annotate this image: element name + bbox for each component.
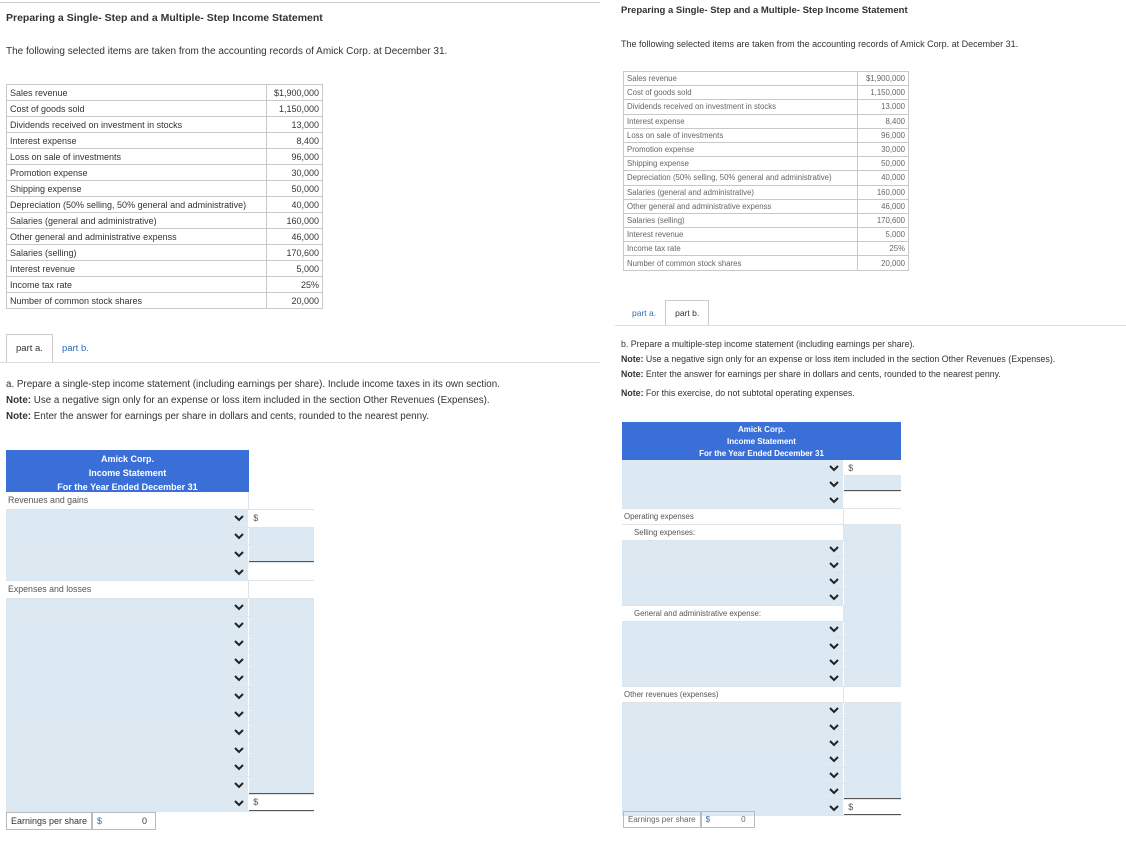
tab-divider-b xyxy=(615,325,1126,326)
item-value: 50,000 xyxy=(267,181,323,197)
item-label: Other general and administrative expenss xyxy=(624,199,858,213)
amount-input[interactable] xyxy=(844,703,901,718)
account-dropdown[interactable] xyxy=(622,735,844,750)
item-value: 96,000 xyxy=(267,149,323,165)
statement-line xyxy=(6,688,314,706)
amount-input[interactable] xyxy=(844,735,901,750)
statement-line xyxy=(622,703,901,719)
chevron-down-icon xyxy=(234,692,244,700)
amount-input[interactable] xyxy=(844,784,901,799)
note-1 xyxy=(6,393,500,409)
tab-part-b[interactable]: part b. xyxy=(53,334,98,362)
item-label: Sales revenue xyxy=(624,72,858,86)
account-dropdown[interactable] xyxy=(622,638,844,653)
statement-line xyxy=(6,617,314,635)
eps-value: 0 xyxy=(142,816,148,826)
statement-line xyxy=(622,622,901,638)
chevron-down-icon xyxy=(829,464,839,472)
item-value: 25% xyxy=(858,242,909,256)
currency-symbol: $ xyxy=(848,802,854,813)
amount-input[interactable] xyxy=(249,688,314,705)
account-dropdown[interactable] xyxy=(6,688,249,705)
amount-input[interactable] xyxy=(844,460,901,475)
note-2-text: Enter the answer for earnings per share in dollars and cents, rounded to the nearest penny. xyxy=(31,411,429,422)
table-row xyxy=(7,197,323,213)
eps-currency-b: $ xyxy=(705,815,711,824)
item-value: 1,150,000 xyxy=(267,101,323,117)
item-value: 1,150,000 xyxy=(858,86,909,100)
table-row xyxy=(7,85,323,101)
statement-line xyxy=(6,670,314,688)
amount-input[interactable] xyxy=(844,541,901,556)
note-1-b-label: Note: xyxy=(621,354,644,364)
chevron-down-icon xyxy=(829,804,839,812)
chevron-down-icon xyxy=(234,603,244,611)
account-dropdown[interactable] xyxy=(622,784,844,799)
eps-label-b: Earnings per share xyxy=(623,811,701,828)
selling-expenses-label: Selling expenses: xyxy=(622,525,844,540)
amount-cell xyxy=(249,492,314,509)
amount-input[interactable] xyxy=(249,670,314,687)
instruction-main: a. Prepare a single-step income statement (including earnings per share). Include income taxes in its own section. xyxy=(6,379,500,390)
statement-line xyxy=(6,706,314,724)
chevron-down-icon xyxy=(829,787,839,795)
statement-line xyxy=(622,557,901,573)
tab-part-a[interactable]: part a. xyxy=(6,334,53,362)
single-step-statement xyxy=(6,450,314,812)
account-dropdown[interactable] xyxy=(622,703,844,718)
chevron-down-icon xyxy=(234,781,244,789)
amount-input[interactable] xyxy=(249,723,314,740)
account-dropdown[interactable] xyxy=(622,622,844,637)
chevron-down-icon xyxy=(829,771,839,779)
amount-input[interactable] xyxy=(844,622,901,637)
section-row xyxy=(622,509,901,525)
item-label: Promotion expense xyxy=(624,142,858,156)
note-2 xyxy=(6,409,500,425)
item-value: $1,900,000 xyxy=(858,72,909,86)
statement-name-b: Income Statement xyxy=(727,437,796,446)
part-tabs xyxy=(6,334,98,362)
account-dropdown[interactable] xyxy=(6,741,249,758)
table-row xyxy=(7,181,323,197)
chevron-down-icon xyxy=(829,706,839,714)
amount-input[interactable] xyxy=(844,719,901,734)
item-value: 30,000 xyxy=(267,165,323,181)
account-dropdown[interactable] xyxy=(622,476,844,491)
item-label: Salaries (general and administrative) xyxy=(7,213,267,229)
table-row xyxy=(7,213,323,229)
page-title-b: Preparing a Single- Step and a Multiple- Step Income Statement xyxy=(621,5,908,16)
statement-header xyxy=(6,450,249,492)
chevron-down-icon xyxy=(234,728,244,736)
table-row xyxy=(624,100,909,114)
chevron-down-icon xyxy=(829,496,839,504)
item-label: Loss on sale of investments xyxy=(7,149,267,165)
table-row xyxy=(7,165,323,181)
chevron-down-icon xyxy=(234,674,244,682)
instructions-a xyxy=(6,377,500,425)
amount-input[interactable] xyxy=(844,590,901,605)
chevron-down-icon xyxy=(234,657,244,665)
note-2-label: Note: xyxy=(6,411,32,422)
statement-line xyxy=(6,652,314,670)
statement-line xyxy=(622,670,901,686)
item-value: 46,000 xyxy=(267,229,323,245)
account-dropdown[interactable] xyxy=(6,670,249,687)
item-value: 50,000 xyxy=(858,157,909,171)
item-value: 13,000 xyxy=(267,117,323,133)
page-title: Preparing a Single- Step and a Multiple- Step Income Statement xyxy=(6,12,323,24)
account-dropdown[interactable] xyxy=(622,460,844,475)
item-label: Interest revenue xyxy=(7,261,267,277)
item-label: Interest revenue xyxy=(624,228,858,242)
tab-part-b-b[interactable]: part b. xyxy=(665,300,709,325)
item-label: Shipping expense xyxy=(7,181,267,197)
currency-symbol: $ xyxy=(848,462,854,473)
table-row xyxy=(624,128,909,142)
item-value: 20,000 xyxy=(267,293,323,309)
account-dropdown[interactable] xyxy=(622,670,844,685)
other-revenues-label: Other revenues (expenses) xyxy=(622,687,844,702)
account-dropdown[interactable] xyxy=(622,654,844,669)
amount-input[interactable] xyxy=(249,545,314,562)
table-row xyxy=(7,245,323,261)
item-value: 170,600 xyxy=(267,245,323,261)
amount-input[interactable] xyxy=(844,654,901,669)
amount-input[interactable] xyxy=(249,617,314,634)
statement-line xyxy=(622,751,901,767)
amount-input[interactable] xyxy=(249,599,314,616)
note-2-b-text: Enter the answer for earnings per share in dollars and cents, rounded to the nearest penny. xyxy=(643,369,1001,379)
tab-part-a-b[interactable]: part a. xyxy=(623,300,665,325)
amount-input[interactable] xyxy=(249,563,314,580)
item-value: 170,600 xyxy=(858,213,909,227)
chevron-down-icon xyxy=(234,568,244,576)
item-label: Salaries (selling) xyxy=(7,245,267,261)
statement-line xyxy=(6,634,314,652)
note-3-b xyxy=(621,386,1055,401)
revenues-label: Revenues and gains xyxy=(6,492,249,509)
statement-line xyxy=(6,528,314,546)
note-2-b-label: Note: xyxy=(621,369,644,379)
currency-symbol: $ xyxy=(253,513,259,524)
items-table xyxy=(6,84,323,309)
item-value: 5,000 xyxy=(267,261,323,277)
section-row xyxy=(6,581,314,599)
item-label: Loss on sale of investments xyxy=(624,128,858,142)
section-row xyxy=(622,687,901,703)
amount-cell xyxy=(844,687,901,702)
account-dropdown[interactable] xyxy=(6,617,249,634)
instruction-main-b: b. Prepare a multiple-step income statement (including earnings per share). xyxy=(621,339,915,349)
amount-input[interactable] xyxy=(844,751,901,766)
chevron-down-icon xyxy=(234,532,244,540)
account-dropdown[interactable] xyxy=(6,706,249,723)
note-1-b-text: Use a negative sign only for an expense or loss item included in the section Other Revenues (Expenses). xyxy=(643,354,1056,364)
chevron-down-icon xyxy=(829,561,839,569)
eps-input-b[interactable] xyxy=(701,811,755,828)
statement-line xyxy=(6,510,314,528)
statement-period: For the Year Ended December 31 xyxy=(57,482,198,492)
company-name-b: Amick Corp. xyxy=(737,425,786,434)
note-2-b xyxy=(621,367,1055,382)
account-dropdown[interactable] xyxy=(6,759,249,776)
item-label: Income tax rate xyxy=(624,242,858,256)
statement-line xyxy=(622,719,901,735)
statement-line xyxy=(6,599,314,617)
account-dropdown[interactable] xyxy=(6,795,249,812)
chevron-down-icon xyxy=(234,639,244,647)
statement-line xyxy=(6,723,314,741)
chevron-down-icon xyxy=(234,799,244,807)
statement-line xyxy=(622,492,901,508)
chevron-down-icon xyxy=(829,658,839,666)
item-label: Interest expense xyxy=(624,114,858,128)
chevron-down-icon xyxy=(234,514,244,522)
section-row xyxy=(622,606,901,622)
account-dropdown[interactable] xyxy=(6,528,249,545)
table-row xyxy=(624,256,909,270)
item-value: 160,000 xyxy=(858,185,909,199)
table-row xyxy=(624,72,909,86)
item-value: 8,400 xyxy=(858,114,909,128)
item-value: 5,000 xyxy=(858,228,909,242)
chevron-down-icon xyxy=(234,621,244,629)
account-dropdown[interactable] xyxy=(6,510,249,527)
chevron-down-icon xyxy=(829,674,839,682)
eps-input[interactable] xyxy=(92,812,156,830)
account-dropdown[interactable] xyxy=(622,719,844,734)
account-dropdown[interactable] xyxy=(622,768,844,783)
company-name: Amick Corp. xyxy=(100,454,154,464)
statement-period-b: For the Year Ended December 31 xyxy=(699,449,824,458)
chevron-down-icon xyxy=(829,480,839,488)
statement-line xyxy=(622,460,901,476)
statement-name: Income Statement xyxy=(88,468,167,478)
right-panel xyxy=(615,0,1126,843)
table-row xyxy=(624,228,909,242)
item-value: 160,000 xyxy=(267,213,323,229)
amount-input[interactable] xyxy=(844,492,901,507)
item-value: 40,000 xyxy=(858,171,909,185)
item-label: Interest expense xyxy=(7,133,267,149)
account-dropdown[interactable] xyxy=(622,751,844,766)
item-label: Sales revenue xyxy=(7,85,267,101)
part-tabs-b xyxy=(623,300,709,325)
statement-line xyxy=(6,741,314,759)
table-row xyxy=(7,261,323,277)
amount-cell xyxy=(844,606,901,621)
multi-step-statement xyxy=(622,422,901,816)
amount-input[interactable] xyxy=(249,634,314,651)
chevron-down-icon xyxy=(829,739,839,747)
table-row xyxy=(624,242,909,256)
chevron-down-icon xyxy=(234,763,244,771)
intro-text: The following selected items are taken from the accounting records of Amick Corp. at December 31. xyxy=(6,46,448,57)
chevron-down-icon xyxy=(829,577,839,585)
amount-input[interactable] xyxy=(844,800,901,815)
note-1-label: Note: xyxy=(6,395,32,406)
chevron-down-icon xyxy=(829,642,839,650)
amount-input[interactable] xyxy=(844,573,901,588)
item-label: Promotion expense xyxy=(7,165,267,181)
chevron-down-icon xyxy=(829,593,839,601)
item-value: 30,000 xyxy=(858,142,909,156)
item-label: Number of common stock shares xyxy=(624,256,858,270)
table-row xyxy=(624,171,909,185)
statement-rows xyxy=(6,492,314,812)
statement-line xyxy=(622,768,901,784)
note-3-b-label: Note: xyxy=(621,388,644,398)
statement-line xyxy=(622,573,901,589)
account-dropdown[interactable] xyxy=(6,563,249,580)
statement-header-b xyxy=(622,422,901,460)
account-dropdown[interactable] xyxy=(622,541,844,556)
table-row xyxy=(624,157,909,171)
chevron-down-icon xyxy=(234,746,244,754)
statement-rows-b xyxy=(622,460,901,816)
statement-line xyxy=(6,563,314,581)
top-divider xyxy=(0,2,600,3)
item-label: Depreciation (50% selling, 50% general and administrative) xyxy=(624,171,858,185)
table-row xyxy=(624,114,909,128)
item-value: 96,000 xyxy=(858,128,909,142)
chevron-down-icon xyxy=(829,755,839,763)
eps-row-a xyxy=(6,813,156,829)
amount-input[interactable] xyxy=(249,652,314,669)
statement-line xyxy=(622,476,901,492)
item-value: 20,000 xyxy=(858,256,909,270)
amount-input[interactable] xyxy=(249,795,314,812)
amount-input[interactable] xyxy=(249,741,314,758)
amount-cell xyxy=(844,509,901,524)
account-dropdown[interactable] xyxy=(6,599,249,616)
item-value: 25% xyxy=(267,277,323,293)
account-dropdown[interactable] xyxy=(622,573,844,588)
statement-line xyxy=(622,784,901,800)
table-row xyxy=(624,213,909,227)
item-value: 8,400 xyxy=(267,133,323,149)
statement-line xyxy=(6,777,314,795)
statement-line xyxy=(6,545,314,563)
table-row xyxy=(7,293,323,309)
account-dropdown[interactable] xyxy=(622,590,844,605)
eps-currency: $ xyxy=(97,816,103,826)
operating-expenses-label: Operating expenses xyxy=(622,509,844,524)
eps-value-b: 0 xyxy=(741,815,746,824)
item-label: Cost of goods sold xyxy=(624,86,858,100)
account-dropdown[interactable] xyxy=(622,557,844,572)
account-dropdown[interactable] xyxy=(6,777,249,794)
chevron-down-icon xyxy=(829,723,839,731)
table-row xyxy=(7,229,323,245)
statement-line xyxy=(622,590,901,606)
note-3-b-text: For this exercise, do not subtotal operating expenses. xyxy=(643,388,855,398)
amount-input[interactable] xyxy=(249,528,314,545)
item-label: Salaries (selling) xyxy=(624,213,858,227)
statement-line xyxy=(6,795,314,813)
statement-line xyxy=(622,638,901,654)
amount-cell xyxy=(844,525,901,540)
chevron-down-icon xyxy=(234,550,244,558)
amount-input[interactable] xyxy=(844,670,901,685)
currency-symbol: $ xyxy=(253,797,259,808)
item-value: 13,000 xyxy=(858,100,909,114)
item-label: Number of common stock shares xyxy=(7,293,267,309)
chevron-down-icon xyxy=(829,625,839,633)
eps-label: Earnings per share xyxy=(6,812,92,830)
chevron-down-icon xyxy=(234,710,244,718)
intro-text-b: The following selected items are taken from the accounting records of Amick Corp. at December 31. xyxy=(621,39,1019,49)
amount-input[interactable] xyxy=(844,768,901,783)
items-table-b xyxy=(623,71,909,271)
table-row xyxy=(624,199,909,213)
amount-cell xyxy=(249,581,314,598)
amount-input[interactable] xyxy=(844,476,901,491)
account-dropdown[interactable] xyxy=(6,545,249,562)
statement-line xyxy=(622,654,901,670)
table-row xyxy=(7,277,323,293)
note-1-b xyxy=(621,352,1055,367)
statement-line xyxy=(622,735,901,751)
account-dropdown[interactable] xyxy=(6,652,249,669)
amount-input[interactable] xyxy=(249,706,314,723)
table-row xyxy=(624,185,909,199)
item-label: Income tax rate xyxy=(7,277,267,293)
section-row xyxy=(622,525,901,541)
account-dropdown[interactable] xyxy=(6,723,249,740)
account-dropdown[interactable] xyxy=(622,492,844,507)
eps-row-b xyxy=(623,812,755,827)
account-dropdown[interactable] xyxy=(6,634,249,651)
amount-input[interactable] xyxy=(844,557,901,572)
table-row xyxy=(7,117,323,133)
gna-expenses-label: General and administrative expense: xyxy=(622,606,844,621)
tab-divider xyxy=(0,362,600,363)
item-value: 40,000 xyxy=(267,197,323,213)
amount-input[interactable] xyxy=(249,777,314,794)
item-label: Dividends received on investment in stocks xyxy=(624,100,858,114)
amount-input[interactable] xyxy=(844,638,901,653)
table-row xyxy=(7,149,323,165)
expenses-label: Expenses and losses xyxy=(6,581,249,598)
amount-input[interactable] xyxy=(249,510,314,527)
statement-line xyxy=(6,759,314,777)
item-label: Depreciation (50% selling, 50% general and administrative) xyxy=(7,197,267,213)
item-label: Salaries (general and administrative) xyxy=(624,185,858,199)
note-1-text: Use a negative sign only for an expense or loss item included in the section Other Revenues (Expenses). xyxy=(31,395,490,406)
table-row xyxy=(624,86,909,100)
table-row xyxy=(7,101,323,117)
table-row xyxy=(7,133,323,149)
amount-input[interactable] xyxy=(249,759,314,776)
section-row xyxy=(6,492,314,510)
table-row xyxy=(624,142,909,156)
item-label: Dividends received on investment in stocks xyxy=(7,117,267,133)
item-label: Cost of goods sold xyxy=(7,101,267,117)
chevron-down-icon xyxy=(829,545,839,553)
statement-line xyxy=(622,541,901,557)
item-label: Shipping expense xyxy=(624,157,858,171)
item-label: Other general and administrative expenss xyxy=(7,229,267,245)
item-value: 46,000 xyxy=(858,199,909,213)
instructions-b xyxy=(621,337,1055,401)
item-value: $1,900,000 xyxy=(267,85,323,101)
